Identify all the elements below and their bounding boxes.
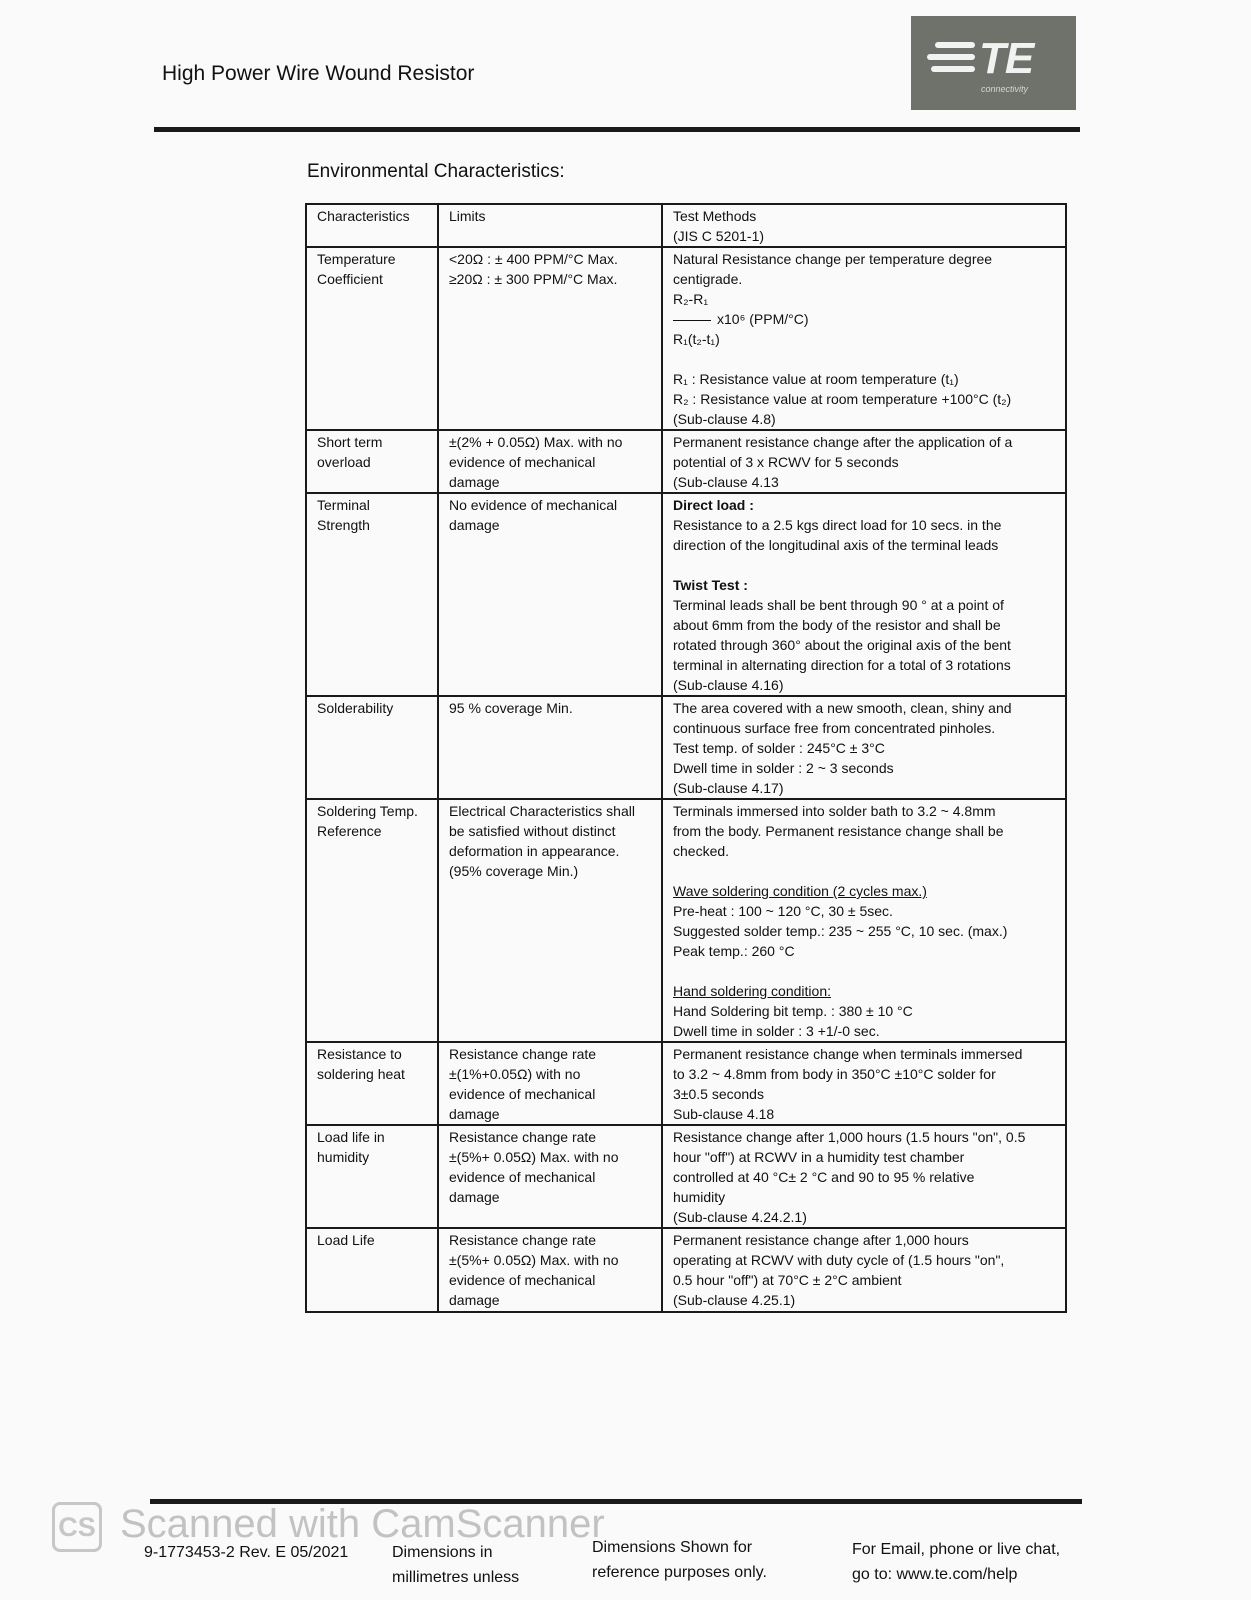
formula-numerator: R₂-R₁ — [673, 291, 709, 307]
document-title: High Power Wire Wound Resistor — [162, 62, 475, 85]
table-row — [306, 493, 1066, 696]
camscanner-icon: CS — [52, 1502, 102, 1552]
row-characteristic: Short term overload — [306, 430, 438, 493]
row-test-method: Terminals immersed into solder bath to 3.2 ~ 4.8mm from the body. Permanent resistance change shall be checked. Wave soldering condition (2 cycles max.) Pre-heat : 100 ~ 120 °C, 30 ± 5sec. Suggested solder temp.: 235 ~ 255 °C, 10 sec. (max.) Peak temp.: 260 °C Hand soldering condition: Hand Soldering bit temp. : 380 ± 10 °C Dwell time in solder : 3 +1/-0 sec. — [662, 799, 1066, 1042]
table-row — [306, 799, 1066, 1042]
watermark-text: Scanned with CamScanner — [120, 1502, 605, 1546]
formula-line: x10⁶ (PPM/°C) — [673, 309, 1055, 329]
row-test-method: Resistance change after 1,000 hours (1.5 hours "on", 0.5 hour "off") at RCWV in a humidity test chamber controlled at 40 °C± 2 °C and 90 to 95 % relative humidity (Sub-clause 4.24.2.1) — [662, 1125, 1066, 1228]
row-limits: Electrical Characteristics shall be satisfied without distinct deformation in appearance. (95% coverage Min.) — [438, 799, 662, 1042]
table-row — [306, 696, 1066, 799]
row-limits: No evidence of mechanical damage — [438, 493, 662, 696]
header-test-methods: Test Methods (JIS C 5201-1) — [662, 204, 1066, 247]
environmental-characteristics-table — [305, 203, 1067, 1313]
footer-doc-number: 9-1773453-2 Rev. E 05/2021 — [144, 1544, 349, 1561]
row-characteristic: Temperature Coefficient — [306, 247, 438, 430]
row-test-method: Direct load : Resistance to a 2.5 kgs direct load for 10 secs. in the direction of the longitudinal axis of the terminal leads Twist Test : Terminal leads shall be bent through 90 ° at a point of about 6mm from the body of the resistor and shall be rotated through 360° about the original axis of the bent terminal in alternating direction for a total of 3 rotations (Sub-clause 4.16) — [662, 493, 1066, 696]
row-characteristic: Solderability — [306, 696, 438, 799]
table-row — [306, 1042, 1066, 1125]
row-test-method: Permanent resistance change after 1,000 hours operating at RCWV with duty cycle of (1.5 hours "on", 0.5 hour "off") at 70°C ± 2°C ambient (Sub-clause 4.25.1) — [662, 1228, 1066, 1312]
row-test-method: Permanent resistance change after the application of a potential of 3 x RCWV for 5 seconds (Sub-clause 4.13 — [662, 430, 1066, 493]
row-limits: Resistance change rate ±(5%+ 0.05Ω) Max. with no evidence of mechanical damage — [438, 1228, 662, 1312]
row-limits: ±(2% + 0.05Ω) Max. with no evidence of mechanical damage — [438, 430, 662, 493]
table-row — [306, 430, 1066, 493]
logo-text: TE — [979, 34, 1034, 83]
table-row — [306, 1228, 1066, 1312]
row-limits: 95 % coverage Min. — [438, 696, 662, 799]
footer-reference-note: Dimensions Shown for reference purposes only. — [592, 1539, 767, 1581]
row-limits: <20Ω : ± 400 PPM/°C Max. ≥20Ω : ± 300 PPM/°C Max. — [438, 247, 662, 430]
header-divider — [154, 127, 1080, 132]
row-test-method: Natural Resistance change per temperature degree centigrade. R₂-R₁ x10⁶ (PPM/°C) R₁(t₂-t₁) R₁ : Resistance value at room temperature (t₁) R₂ : Resistance value at room temperature +100°C (t₂) (Sub-clause 4.8) — [662, 247, 1066, 430]
row-test-method: The area covered with a new smooth, clean, shiny and continuous surface free from concentrated pinholes. Test temp. of solder : 245°C ± 3°C Dwell time in solder : 2 ~ 3 seconds (Sub-clause 4.17) — [662, 696, 1066, 799]
formula-denominator: R₁(t₂-t₁) — [673, 331, 720, 347]
table-row — [306, 1125, 1066, 1228]
row-characteristic: Terminal Strength — [306, 493, 438, 696]
logo-subtext: connectivity — [981, 84, 1029, 94]
row-test-method: Permanent resistance change when terminals immersed to 3.2 ~ 4.8mm from body in 350°C ±10°C solder for 3±0.5 seconds Sub-clause 4.18 — [662, 1042, 1066, 1125]
footer-contact: For Email, phone or live chat, go to: www.te.com/help — [852, 1541, 1061, 1583]
row-characteristic: Soldering Temp. Reference — [306, 799, 438, 1042]
section-title: Environmental Characteristics: — [307, 161, 565, 182]
row-limits: Resistance change rate ±(1%+0.05Ω) with no evidence of mechanical damage — [438, 1042, 662, 1125]
row-characteristic: Load life in humidity — [306, 1125, 438, 1228]
row-limits: Resistance change rate ±(5%+ 0.05Ω) Max. with no evidence of mechanical damage — [438, 1125, 662, 1228]
table-header-row — [306, 204, 1066, 247]
te-connectivity-logo — [911, 16, 1076, 110]
table-row — [306, 247, 1066, 430]
header-limits: Limits — [438, 204, 662, 247]
row-characteristic: Load Life — [306, 1228, 438, 1312]
row-characteristic: Resistance to soldering heat — [306, 1042, 438, 1125]
header-characteristics: Characteristics — [306, 204, 438, 247]
footer-dimensions-note: Dimensions in millimetres unless — [392, 1544, 520, 1586]
